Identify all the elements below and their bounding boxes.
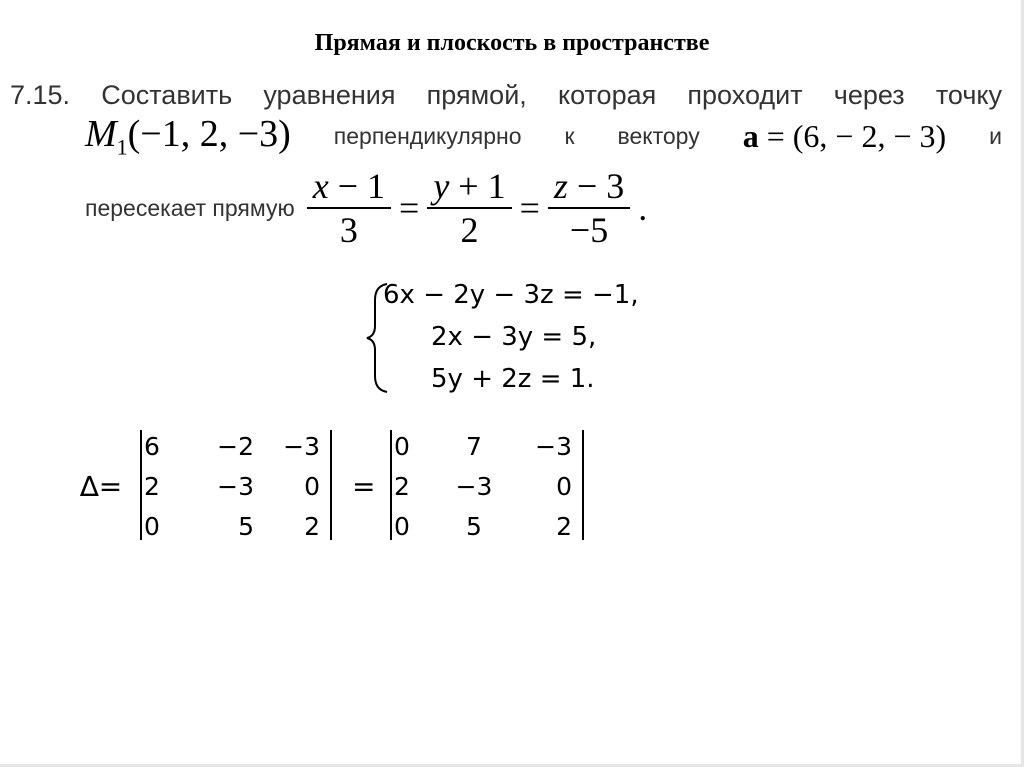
matrix-cell: 0 xyxy=(556,472,572,501)
matrix-bar-right xyxy=(330,430,332,540)
determinant-equals: = xyxy=(352,470,376,503)
fraction-y: $\frac{y + 1}{2}$ xyxy=(427,165,511,251)
determinant-matrix-1 xyxy=(138,430,338,540)
matrix-bar-left xyxy=(390,430,392,540)
system-equation-3: 5y + 2z = 1. xyxy=(431,364,595,394)
problem-line-2 xyxy=(85,112,1002,161)
word: прямой, xyxy=(426,80,527,110)
slide-title: Прямая и плоскость в пространстве xyxy=(314,30,710,56)
delta-symbol: ∆= xyxy=(80,470,123,503)
equals-sign: = xyxy=(399,188,420,228)
matrix-cell: 5 xyxy=(466,512,482,541)
matrix-cell: 6 xyxy=(144,432,160,461)
equals-sign: = xyxy=(519,188,540,228)
system-equation-2: 2x − 3y = 5, xyxy=(431,322,597,352)
fraction-z: $\frac{z - 3}{-5}$ xyxy=(548,165,630,251)
word: через xyxy=(833,80,905,110)
matrix-cell: 0 xyxy=(144,512,160,541)
matrix-cell: 7 xyxy=(466,432,482,461)
matrix-cell: 2 xyxy=(304,512,320,541)
matrix-cell: 2 xyxy=(144,472,160,501)
matrix-cell: 0 xyxy=(394,432,410,461)
determinant-row xyxy=(80,430,600,545)
word: которая xyxy=(557,80,657,110)
equation-system xyxy=(365,280,685,395)
word: проходит xyxy=(687,80,803,110)
matrix-cell: −3 xyxy=(455,472,493,501)
matrix-bar-left xyxy=(140,430,142,540)
matrix-cell: −2 xyxy=(217,432,254,461)
problem-line-3 xyxy=(85,165,651,251)
word: Составить xyxy=(101,80,233,110)
word: уравнения xyxy=(263,80,396,110)
matrix-bar-right xyxy=(582,430,584,540)
problem-number: 7.15. xyxy=(10,80,71,110)
word-vector: вектору xyxy=(617,122,700,149)
problem-line-1 xyxy=(10,80,1002,111)
matrix-cell: −3 xyxy=(535,432,572,461)
matrix-cell: 5 xyxy=(238,512,254,541)
word-intersects: пересекает прямую xyxy=(85,194,295,221)
point-m1: $M_1(-1$, 2, −3) xyxy=(85,113,291,160)
determinant-matrix-2 xyxy=(388,430,588,540)
word: точку xyxy=(935,80,1002,110)
system-equation-1: 6x − 2y − 3z = −1, xyxy=(383,280,639,310)
matrix-cell: −3 xyxy=(217,472,254,501)
matrix-cell: 2 xyxy=(556,512,572,541)
fraction-x: $\frac{x - 1}{3}$ xyxy=(307,165,391,251)
matrix-cell: −3 xyxy=(283,432,320,461)
matrix-cell: 0 xyxy=(304,472,320,501)
period: . xyxy=(638,188,648,228)
word-perpendicular: перпендикулярно xyxy=(333,122,522,149)
word-k: к xyxy=(564,122,575,149)
word-and: и xyxy=(989,122,1002,149)
matrix-cell: 0 xyxy=(394,512,410,541)
vector-a: a = (6, − 2, − 3) xyxy=(742,117,947,154)
matrix-cell: 2 xyxy=(394,472,410,501)
